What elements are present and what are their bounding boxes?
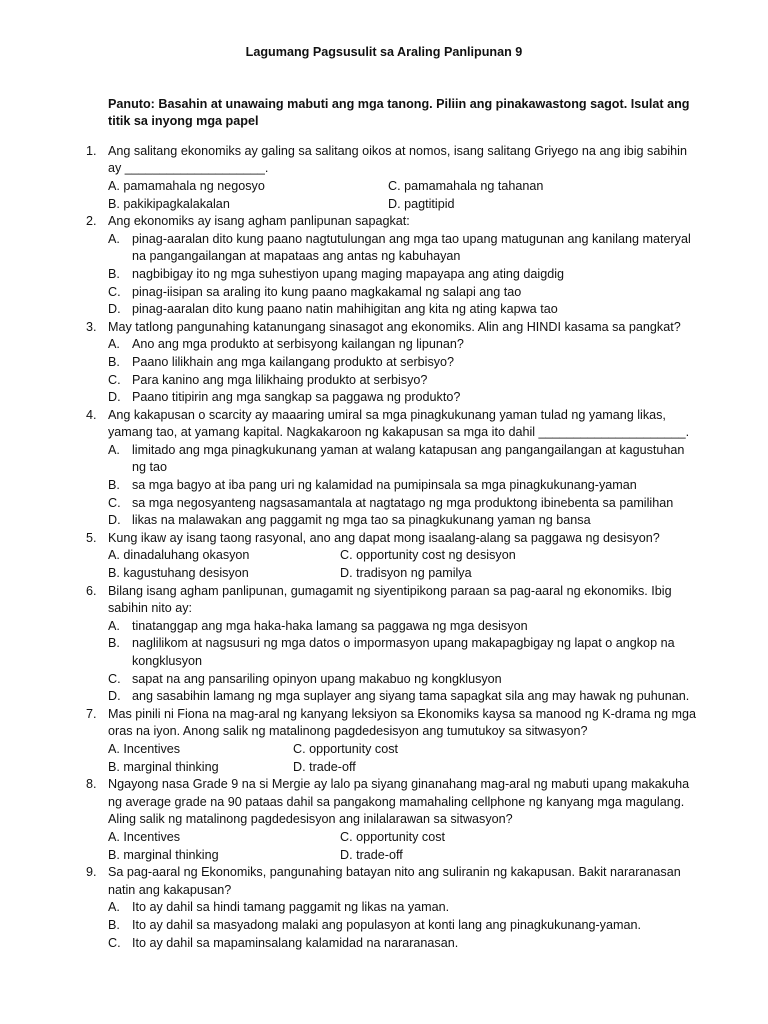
choice-c: C. opportunity cost xyxy=(340,829,445,844)
choice-b xyxy=(108,917,698,935)
question-text: Mas pinili ni Fiona na mag-aral ng kanyang leksiyon sa Ekonomiks kaysa sa manood ng K-drama ng mga oras na iyon. Anong salik ng matalinong pagdedesisyon ang tumutukoy sa sitwasyon? xyxy=(108,706,697,739)
choice-letter: D. xyxy=(108,302,121,317)
question-number: 1. xyxy=(86,143,97,158)
choice-b xyxy=(108,635,698,670)
choice-text: sapat na ang pansariling opinyon upang makabuo ng kongklusyon xyxy=(132,671,502,686)
choice-d xyxy=(108,301,698,319)
choice-d xyxy=(108,389,698,407)
question-number: 8. xyxy=(86,777,97,792)
choice-text: Paano titipirin ang mga sangkap sa paggawa ng produkto? xyxy=(132,390,461,405)
choice-b xyxy=(108,477,698,495)
choice-a xyxy=(108,442,698,477)
choice-b: B. kagustuhang desisyon xyxy=(108,566,249,581)
choice-b xyxy=(108,354,698,372)
choice-c xyxy=(108,495,698,513)
question-4 xyxy=(70,407,698,530)
choice-letter: A. xyxy=(108,442,120,457)
choice-text: naglilikom at nagsusuri ng mga datos o impormasyon upang makapagbigay ng lapat o angkop na kongklusyon xyxy=(132,636,675,668)
choice-letter: D. xyxy=(108,689,121,704)
choices-list xyxy=(108,899,698,952)
choice-b: B. pakikipagkalakalan xyxy=(108,196,230,211)
choices-grid xyxy=(108,741,698,776)
choice-c xyxy=(108,284,698,302)
choice-b: B. marginal thinking xyxy=(108,759,219,774)
choice-d xyxy=(108,512,698,530)
question-number: 5. xyxy=(86,530,97,545)
question-6 xyxy=(70,583,698,706)
page-title: Lagumang Pagsusulit sa Araling Panlipunan 9 xyxy=(245,45,523,59)
choice-c: C. pamamahala ng tahanan xyxy=(388,178,544,193)
choice-letter: B. xyxy=(108,478,120,493)
choices-list xyxy=(108,336,698,406)
choice-text: Ano ang mga produkto at serbisyong kailangan ng lipunan? xyxy=(132,337,464,352)
choice-letter: D. xyxy=(108,513,121,528)
question-number: 2. xyxy=(86,214,97,229)
question-list xyxy=(70,143,698,952)
choice-b: B. marginal thinking xyxy=(108,847,219,862)
choice-c: C. opportunity cost ng desisyon xyxy=(340,548,516,563)
question-text: Ngayong nasa Grade 9 na si Mergie ay lalo pa siyang ginanahang mag-aral ng mabuti upang makakuha ng average grade na 90 pataas dahil sa pangakong mamahaling cellphone ng kanyang mga magulang. Aling salik ng matalinong pagdedesisyon ang inilalarawan sa sitwasyon? xyxy=(108,777,690,827)
choice-a: A. dinadaluhang okasyon xyxy=(108,548,250,563)
choice-c xyxy=(108,671,698,689)
choice-text: pinag-iisipan sa araling ito kung paano magkakamal ng salapi ang tao xyxy=(132,284,522,299)
question-7 xyxy=(70,706,698,776)
choice-text: Para kanino ang mga lilikhaing produkto at serbisyo? xyxy=(132,372,428,387)
choice-text: likas na malawakan ang paggamit ng mga tao sa pinagkukunang yaman ng bansa xyxy=(132,513,591,528)
question-text: May tatlong pangunahing katanungang sinasagot ang ekonomiks. Alin ang HINDI kasama sa pangkat? xyxy=(108,319,681,334)
question-number: 4. xyxy=(86,407,97,422)
choices-list xyxy=(108,442,698,530)
choices-list xyxy=(108,618,698,706)
question-3 xyxy=(70,319,698,407)
choice-text: pinag-aaralan dito kung paano nagtutulungan ang mga tao upang matugunan ang kanilang materyal na pangangailangan at mapataas ang antas ng kabuhayan xyxy=(132,231,691,264)
question-number: 6. xyxy=(86,583,97,598)
choice-text: ang sasabihin lamang ng mga suplayer ang siyang tama sapagkat sila ang may hawak ng puhunan. xyxy=(132,689,690,704)
choice-a xyxy=(108,336,698,354)
choice-d: D. pagtitipid xyxy=(388,196,455,211)
choice-letter: A. xyxy=(108,900,120,915)
choices-list xyxy=(108,231,698,319)
question-text: Bilang isang agham panlipunan, gumagamit ng siyentipikong paraan sa pag-aaral ng ekonomiks. Ibig sabihin nito ay: xyxy=(108,583,672,616)
choice-c xyxy=(108,372,698,390)
question-text: Kung ikaw ay isang taong rasyonal, ano ang dapat mong isaalang-alang sa paggawa ng desisyon? xyxy=(108,530,660,545)
choice-d: D. trade-off xyxy=(340,847,403,862)
choice-a: A. Incentives xyxy=(108,829,181,844)
choice-letter: C. xyxy=(108,372,121,387)
choices-grid xyxy=(108,829,698,864)
choice-letter: C. xyxy=(108,671,121,686)
choices-grid xyxy=(108,178,698,213)
choice-a xyxy=(108,231,698,266)
question-9 xyxy=(70,864,698,952)
question-8 xyxy=(70,776,698,864)
choice-b xyxy=(108,266,698,284)
choice-text: sa mga bagyo at iba pang uri ng kalamidad na pumipinsala sa mga pinagkukunang-yaman xyxy=(132,478,637,493)
choice-text: tinatanggap ang mga haka-haka lamang sa paggawa ng mga desisyon xyxy=(132,618,528,633)
choice-text: Ito ay dahil sa mapaminsalang kalamidad na nararanasan. xyxy=(132,935,459,950)
choice-a: A. Incentives xyxy=(108,741,181,756)
choice-letter: C. xyxy=(108,935,121,950)
choice-a xyxy=(108,618,698,636)
choice-letter: D. xyxy=(108,390,121,405)
question-5 xyxy=(70,530,698,583)
choice-text: Paano lilikhain ang mga kailangang produkto at serbisyo? xyxy=(132,354,455,369)
choice-text: Ito ay dahil sa masyadong malaki ang populasyon at konti lang ang pinagkukunang-yaman. xyxy=(132,917,641,932)
instructions: Panuto: Basahin at unawaing mabuti ang mga tanong. Piliin ang pinakawastong sagot. Isulat ang titik sa inyong mga papel xyxy=(108,96,690,129)
question-text: Ang ekonomiks ay isang agham panlipunan sapagkat: xyxy=(108,214,410,229)
choice-text: Ito ay dahil sa hindi tamang paggamit ng likas na yaman. xyxy=(132,900,450,915)
question-text: Ang kakapusan o scarcity ay maaaring umiral sa mga pinagkukunang yaman tulad ng yamang likas, yamang tao, at yamang kapital. Nagkakaroon ng kakapusan sa mga ito dahil _____________________. xyxy=(108,407,690,440)
choice-letter: B. xyxy=(108,266,120,281)
choice-letter: A. xyxy=(108,618,120,633)
choice-letter: C. xyxy=(108,284,121,299)
question-text: Ang salitang ekonomiks ay galing sa salitang oikos at nomos, isang salitang Griyego na ang ibig sabihin ay ____________________. xyxy=(108,143,687,176)
choice-text: pinag-aaralan dito kung paano natin mahihigitan ang kita ng ating kapwa tao xyxy=(132,302,558,317)
question-2 xyxy=(70,213,698,319)
choice-letter: C. xyxy=(108,495,121,510)
choice-d: D. trade-off xyxy=(293,759,356,774)
choices-grid xyxy=(108,547,698,582)
choice-a xyxy=(108,899,698,917)
choice-letter: B. xyxy=(108,917,120,932)
choice-d xyxy=(108,688,698,706)
question-number: 7. xyxy=(86,706,97,721)
choice-text: limitado ang mga pinagkukunang yaman at walang katapusan ang pangangailangan at kagustuhan ng tao xyxy=(132,442,685,475)
question-1 xyxy=(70,143,698,213)
choice-c: C. opportunity cost xyxy=(293,741,398,756)
choice-letter: A. xyxy=(108,231,120,246)
choice-a: A. pamamahala ng negosyo xyxy=(108,178,265,193)
question-number: 9. xyxy=(86,865,97,880)
choice-letter: B. xyxy=(108,354,120,369)
choice-text: sa mga negosyanteng nagsasamantala at nagtatago ng mga produktong ibinebenta sa pamilihan xyxy=(132,495,674,510)
choice-letter: A. xyxy=(108,337,120,352)
choice-text: nagbibigay ito ng mga suhestiyon upang maging mapayapa ang ating daigdig xyxy=(132,266,565,281)
question-text: Sa pag-aaral ng Ekonomiks, pangunahing batayan nito ang suliranin ng kakapusan. Bakit nararanasan natin ang kakapusan? xyxy=(108,865,681,897)
choice-d: D. tradisyon ng pamilya xyxy=(340,566,472,581)
choice-letter: B. xyxy=(108,636,120,651)
question-number: 3. xyxy=(86,319,97,334)
choice-c xyxy=(108,935,698,953)
